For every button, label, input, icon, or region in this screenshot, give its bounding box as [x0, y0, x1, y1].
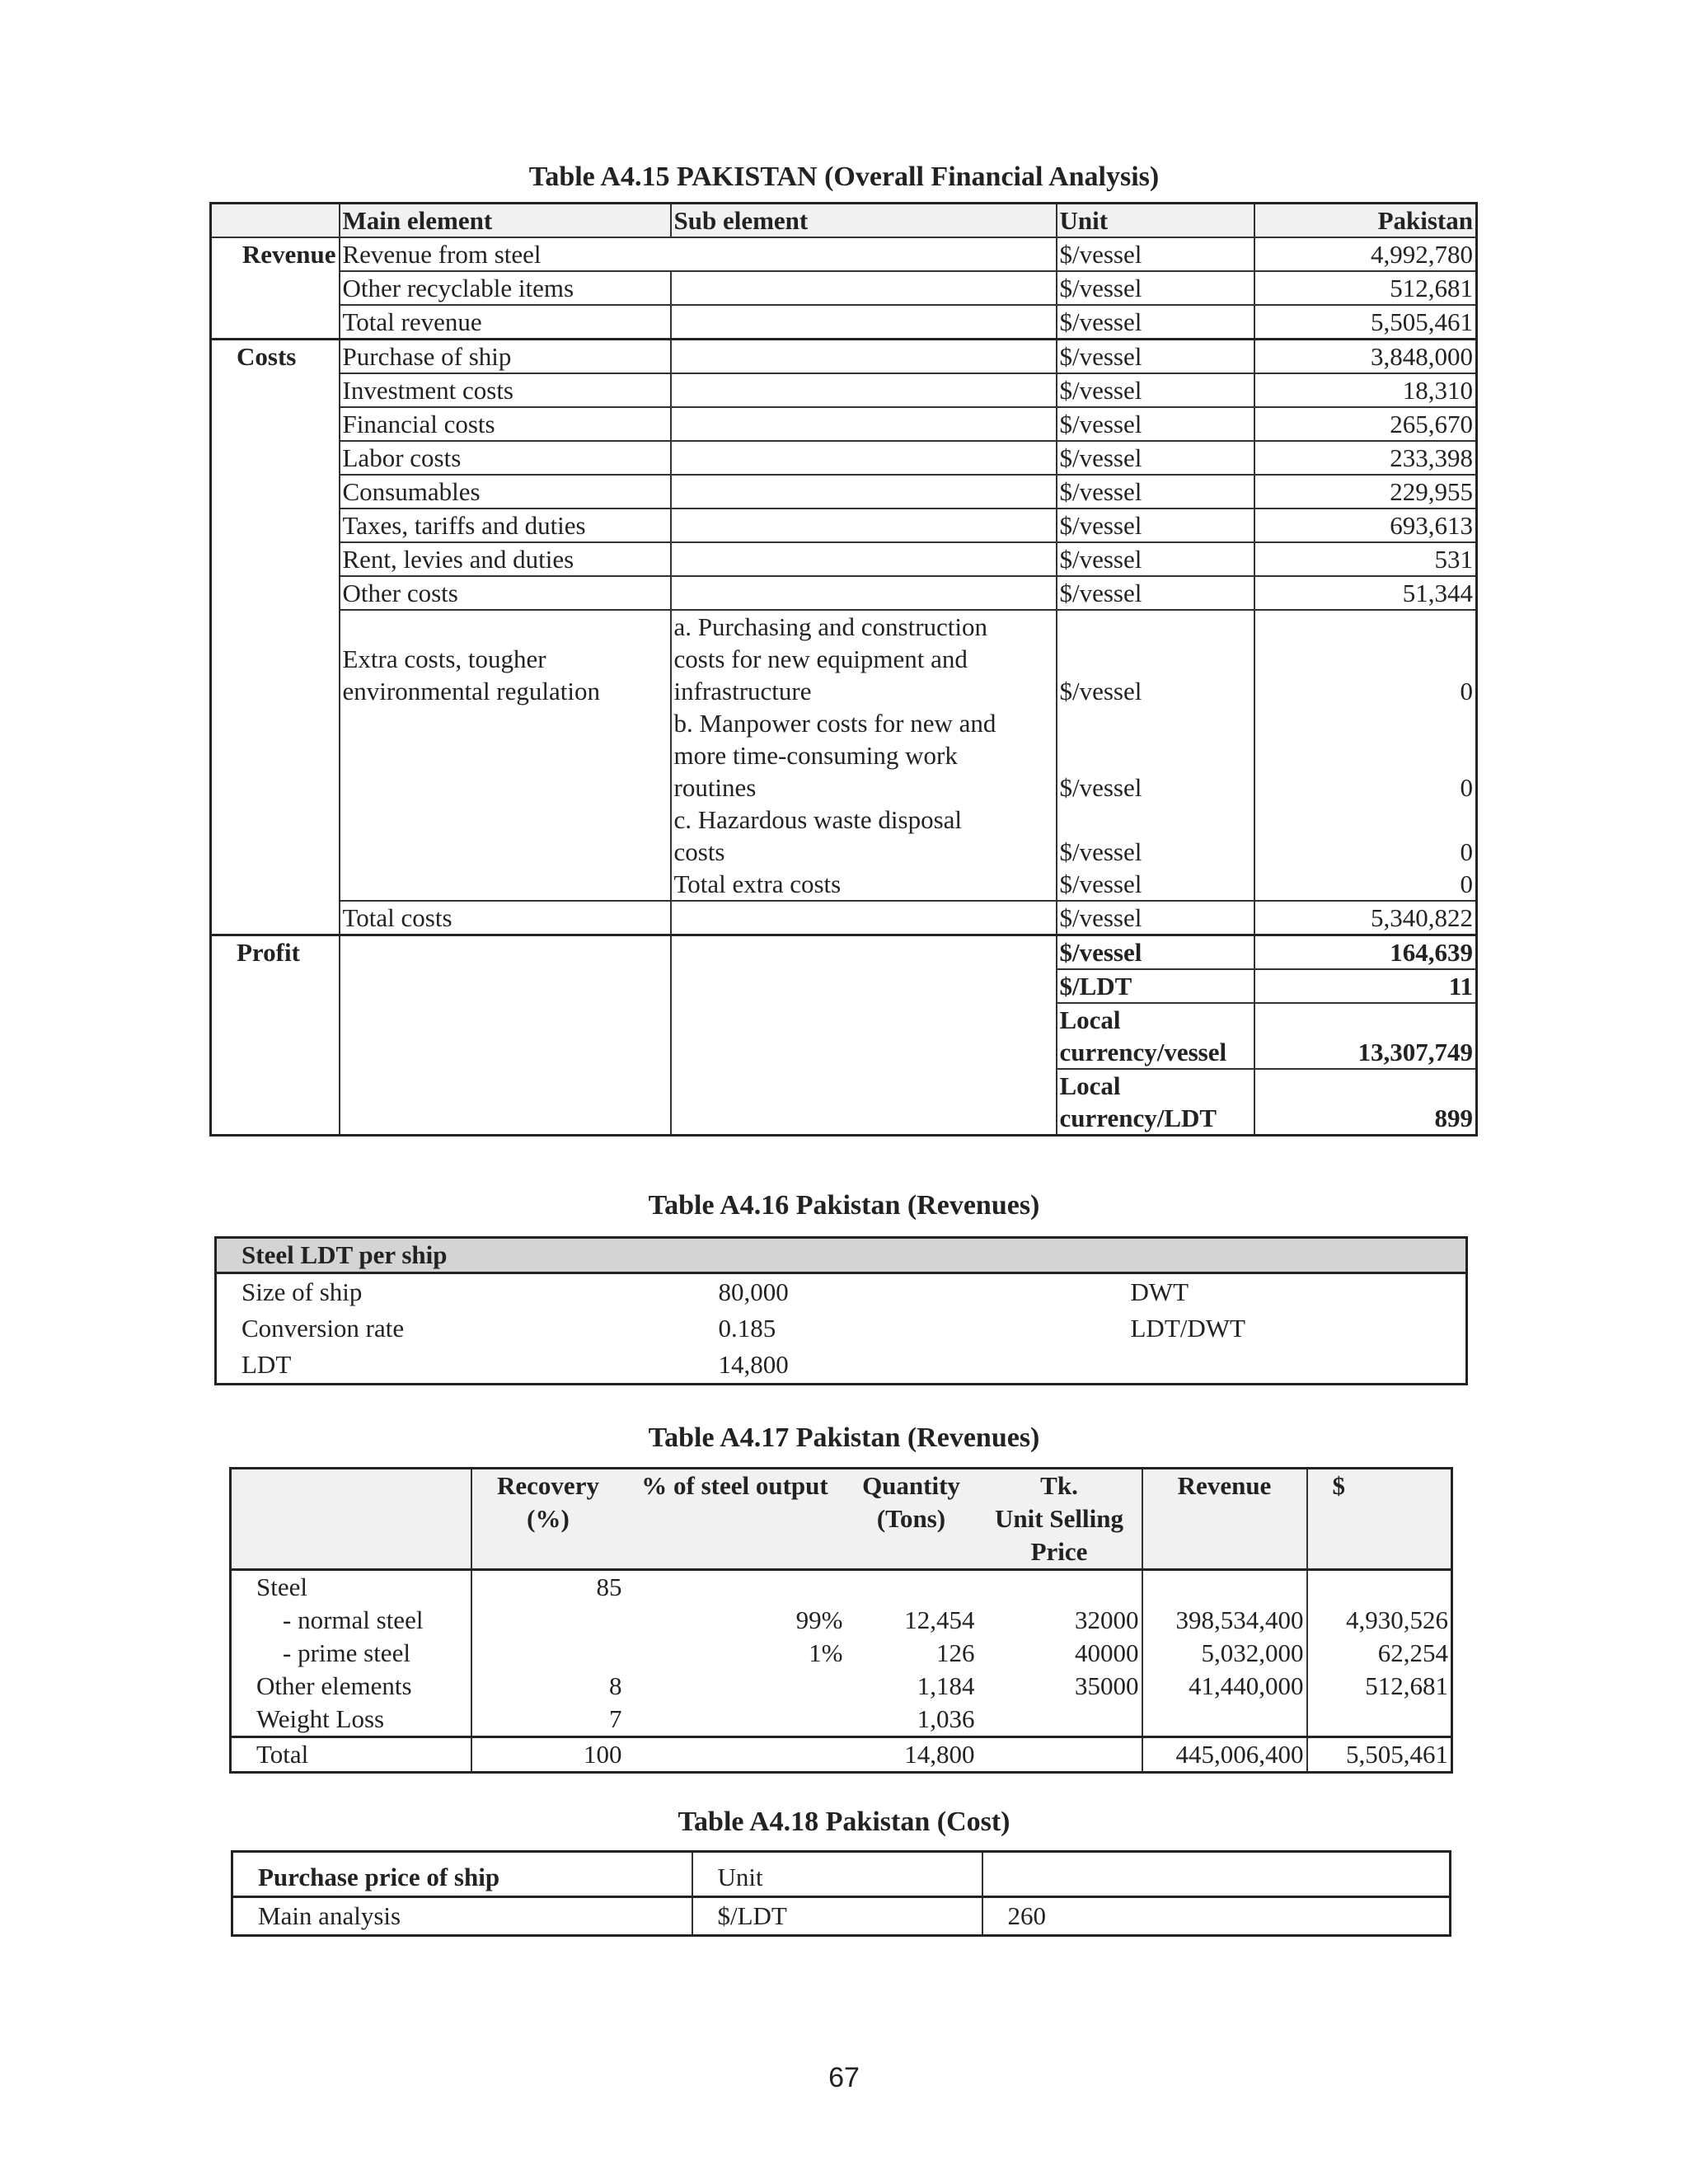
- table-a4-18: [231, 1850, 1451, 1937]
- header-line: (%): [527, 1504, 570, 1533]
- section-label-revenue: Revenue: [211, 237, 340, 340]
- main-element: Total costs: [340, 901, 671, 935]
- table-a4-16-title: Table A4.16 Pakistan (Revenues): [648, 1190, 1040, 1221]
- row-label: LDT: [241, 1350, 292, 1379]
- table-a4-18-title: Table A4.18 Pakistan (Cost): [678, 1807, 1010, 1837]
- header-usd: [1307, 1469, 1452, 1570]
- row-label: Weight Loss: [256, 1704, 385, 1733]
- row-value: 0.185: [718, 1314, 776, 1343]
- main-element: Financial costs: [340, 407, 671, 441]
- cell-price: [978, 1737, 1142, 1773]
- cell-price: 32000: [1075, 1605, 1139, 1634]
- cell-revenue: [1142, 1703, 1307, 1737]
- cell-qty: 1,184: [917, 1671, 975, 1700]
- unit: $/vessel: [1057, 901, 1254, 935]
- main-element: Labor costs: [340, 441, 671, 475]
- cell-price: 35000: [1075, 1671, 1139, 1700]
- sub-element: [671, 271, 1057, 305]
- unit: $/vessel: [1057, 576, 1254, 610]
- main-element: [340, 610, 671, 901]
- header-line: Revenue: [1177, 1471, 1272, 1500]
- section-label-profit: Profit: [211, 935, 340, 1136]
- header-sub-element: Sub element: [671, 204, 1057, 238]
- header-main-element: Main element: [340, 204, 671, 238]
- value: 18,310: [1254, 373, 1477, 407]
- unit-line: $/vessel: [1059, 837, 1142, 866]
- main-element: Investment costs: [340, 373, 671, 407]
- header-line: Recovery: [497, 1471, 599, 1500]
- sub-line: routines: [673, 773, 757, 802]
- cell-recovery: 85: [471, 1570, 625, 1605]
- header-pakistan: Pakistan: [1254, 204, 1477, 238]
- cell-qty: 126: [936, 1638, 975, 1667]
- table-row: [231, 1703, 1452, 1737]
- cell-recovery: [471, 1604, 625, 1637]
- sub-line: costs: [673, 837, 725, 866]
- page-number: 67: [828, 2062, 860, 2093]
- row-unit: DWT: [1130, 1277, 1189, 1306]
- cell-qty: [846, 1570, 978, 1605]
- extra-main-line: environmental regulation: [342, 677, 600, 705]
- main-element: Rent, levies and duties: [340, 542, 671, 576]
- table-header-row: [216, 1238, 1467, 1273]
- header-qty: [846, 1469, 978, 1570]
- unit-line: $/vessel: [1059, 677, 1142, 705]
- value-line: 0: [1460, 837, 1473, 866]
- value: 265,670: [1254, 407, 1477, 441]
- header-recovery: [471, 1469, 625, 1570]
- cell-qty: 12,454: [904, 1605, 975, 1634]
- cell-pct: 1%: [809, 1638, 843, 1667]
- row-label: Conversion rate: [241, 1314, 405, 1343]
- value: 899: [1254, 1069, 1477, 1136]
- cell-recovery: 7: [471, 1703, 625, 1737]
- main-element: Other recyclable items: [340, 271, 671, 305]
- table-a4-17-title: Table A4.17 Pakistan (Revenues): [648, 1422, 1040, 1453]
- cell-usd: 512,681: [1307, 1670, 1452, 1703]
- table-row: [211, 509, 1477, 542]
- main-element: Taxes, tariffs and duties: [340, 509, 671, 542]
- row-unit: [1106, 1347, 1467, 1385]
- row-value: 260: [982, 1897, 1451, 1936]
- table-row: [231, 1670, 1452, 1703]
- unit: $/vessel: [1057, 475, 1254, 509]
- sub-line: costs for new equipment and: [673, 644, 968, 673]
- row-unit: LDT/DWT: [1130, 1314, 1245, 1343]
- header-line: $: [1332, 1471, 1345, 1500]
- table-a4-15: [209, 202, 1478, 1137]
- table-row: [211, 407, 1477, 441]
- row-label: Total: [231, 1737, 471, 1773]
- cell-revenue: 41,440,000: [1142, 1670, 1307, 1703]
- cell-recovery: [471, 1637, 625, 1670]
- header-line: Quantity: [862, 1471, 960, 1500]
- value-line: 0: [1460, 677, 1473, 705]
- unit: $/vessel: [1057, 237, 1254, 271]
- cell-usd: 5,505,461: [1307, 1737, 1452, 1773]
- unit: $/vessel: [1057, 373, 1254, 407]
- cell-revenue: [1142, 1570, 1307, 1605]
- sub-element: [671, 340, 1057, 374]
- cell-pct: [625, 1703, 846, 1737]
- value: 693,613: [1254, 509, 1477, 542]
- cell-pct: [625, 1570, 846, 1605]
- row-value: 80,000: [718, 1277, 789, 1306]
- unit-line: currency/LDT: [1059, 1104, 1217, 1132]
- cell-price: [978, 1703, 1142, 1737]
- header-line: (Tons): [876, 1504, 946, 1533]
- value-line: 0: [1460, 869, 1473, 898]
- table-row: [211, 475, 1477, 509]
- sub-line: c. Hazardous waste disposal: [673, 805, 963, 834]
- unit: $/vessel: [1057, 305, 1254, 340]
- value: 531: [1254, 542, 1477, 576]
- sub-element: [671, 901, 1057, 935]
- row-value: 14,800: [718, 1350, 789, 1379]
- value-line: 0: [1460, 773, 1473, 802]
- value: 229,955: [1254, 475, 1477, 509]
- table-row-total: [231, 1737, 1452, 1773]
- unit: [1057, 1003, 1254, 1069]
- table-row: [231, 1637, 1452, 1670]
- header-purchase-price: Purchase price of ship: [232, 1852, 692, 1897]
- header-line: Tk.: [1040, 1471, 1078, 1500]
- cell-usd: 4,930,526: [1307, 1604, 1452, 1637]
- sub-element: [671, 373, 1057, 407]
- table-row-profit: [211, 935, 1477, 970]
- main-element: Total revenue: [340, 305, 671, 340]
- header-line: Unit Selling: [995, 1504, 1123, 1533]
- table-row: [216, 1347, 1467, 1385]
- row-label: Steel: [256, 1572, 307, 1601]
- unit: $/vessel: [1057, 509, 1254, 542]
- unit: $/vessel: [1057, 407, 1254, 441]
- cell-usd: [1307, 1703, 1452, 1737]
- header-steel-ldt: Steel LDT per ship: [216, 1238, 1467, 1273]
- unit: $/vessel: [1057, 271, 1254, 305]
- unit: $/LDT: [1057, 969, 1254, 1003]
- table-row: [231, 1604, 1452, 1637]
- row-label: Size of ship: [241, 1277, 363, 1306]
- header-pct: [625, 1469, 846, 1570]
- value: 233,398: [1254, 441, 1477, 475]
- value: 4,992,780: [1254, 237, 1477, 271]
- cell-revenue: 5,032,000: [1142, 1637, 1307, 1670]
- table-row-extra-costs: [211, 610, 1477, 901]
- main-element: Consumables: [340, 475, 671, 509]
- table-row: [211, 271, 1477, 305]
- sub-element: [671, 935, 1057, 1136]
- sub-element: [671, 610, 1057, 901]
- row-label: - prime steel: [283, 1638, 410, 1667]
- table-header-row: [231, 1469, 1452, 1570]
- value: 164,639: [1254, 935, 1477, 970]
- cell-recovery: 8: [471, 1670, 625, 1703]
- extra-main-line: Extra costs, tougher: [342, 644, 546, 673]
- table-row: [211, 542, 1477, 576]
- table-row: [216, 1273, 1467, 1311]
- header-cell: [982, 1852, 1451, 1897]
- value: [1254, 610, 1477, 901]
- table-row: [211, 373, 1477, 407]
- main-element: Other costs: [340, 576, 671, 610]
- cell-qty: 14,800: [846, 1737, 978, 1773]
- cell-pct: 99%: [795, 1605, 843, 1634]
- sub-line: a. Purchasing and construction: [673, 612, 988, 641]
- sub-line: more time-consuming work: [673, 741, 958, 770]
- table-header-row: [211, 204, 1477, 238]
- main-element: Revenue from steel: [340, 237, 1057, 271]
- cell-recovery: 100: [471, 1737, 625, 1773]
- sub-element: [671, 305, 1057, 340]
- header-cell: [211, 204, 340, 238]
- value: 3,848,000: [1254, 340, 1477, 374]
- cell-usd: 62,254: [1307, 1637, 1452, 1670]
- header-line: % of steel output: [641, 1471, 828, 1500]
- table-a4-15-title: Table A4.15 PAKISTAN (Overall Financial Analysis): [528, 162, 1160, 192]
- table-row: [211, 340, 1477, 374]
- header-revenue: [1142, 1469, 1307, 1570]
- sub-element: [671, 407, 1057, 441]
- main-element: Purchase of ship: [340, 340, 671, 374]
- cell-qty: 1,036: [917, 1704, 975, 1733]
- value: 13,307,749: [1254, 1003, 1477, 1069]
- value: 51,344: [1254, 576, 1477, 610]
- header-cell: [231, 1469, 471, 1570]
- value: 11: [1254, 969, 1477, 1003]
- value: 512,681: [1254, 271, 1477, 305]
- unit-line: $/vessel: [1059, 869, 1142, 898]
- section-label-costs: Costs: [211, 340, 340, 935]
- sub-element: [671, 475, 1057, 509]
- table-row: [211, 576, 1477, 610]
- unit: $/vessel: [1057, 340, 1254, 374]
- cell-price: 40000: [1075, 1638, 1139, 1667]
- cell-revenue: 398,534,400: [1142, 1604, 1307, 1637]
- sub-line: b. Manpower costs for new and: [673, 709, 996, 738]
- cell-revenue: 445,006,400: [1142, 1737, 1307, 1773]
- table-row: [231, 1570, 1452, 1605]
- row-label: Main analysis: [258, 1901, 401, 1930]
- cell-pct: [625, 1670, 846, 1703]
- header-unit: Unit: [1057, 204, 1254, 238]
- header-price: [978, 1469, 1142, 1570]
- header-unit: Unit: [692, 1852, 982, 1897]
- sub-element: [671, 576, 1057, 610]
- value: 5,340,822: [1254, 901, 1477, 935]
- cell-usd: [1307, 1570, 1452, 1605]
- table-row: [216, 1310, 1467, 1347]
- table-a4-17: [229, 1467, 1453, 1774]
- table-row: [232, 1897, 1451, 1936]
- sub-element: [671, 542, 1057, 576]
- header-line: Price: [1030, 1537, 1088, 1566]
- unit-line: currency/vessel: [1059, 1038, 1227, 1066]
- table-row: [211, 441, 1477, 475]
- row-unit: $/LDT: [692, 1897, 982, 1936]
- unit-line: $/vessel: [1059, 773, 1142, 802]
- unit: [1057, 1069, 1254, 1136]
- sub-line: infrastructure: [673, 677, 812, 705]
- value: 5,505,461: [1254, 305, 1477, 340]
- cell-pct: [625, 1737, 846, 1773]
- unit-line: Local: [1059, 1071, 1121, 1100]
- sub-line: Total extra costs: [673, 869, 842, 898]
- unit: [1057, 610, 1254, 901]
- sub-element: [671, 509, 1057, 542]
- table-a4-16: [214, 1236, 1468, 1385]
- row-label: - normal steel: [283, 1605, 424, 1634]
- table-row-total-costs: [211, 901, 1477, 935]
- sub-element: [671, 441, 1057, 475]
- table-header-row: [232, 1852, 1451, 1897]
- table-row: [211, 305, 1477, 340]
- cell-price: [978, 1570, 1142, 1605]
- main-element: [340, 935, 671, 1136]
- unit: $/vessel: [1057, 542, 1254, 576]
- table-row: [211, 237, 1477, 271]
- unit: $/vessel: [1057, 441, 1254, 475]
- row-label: Other elements: [256, 1671, 412, 1700]
- unit-line: Local: [1059, 1005, 1121, 1034]
- unit: $/vessel: [1057, 935, 1254, 970]
